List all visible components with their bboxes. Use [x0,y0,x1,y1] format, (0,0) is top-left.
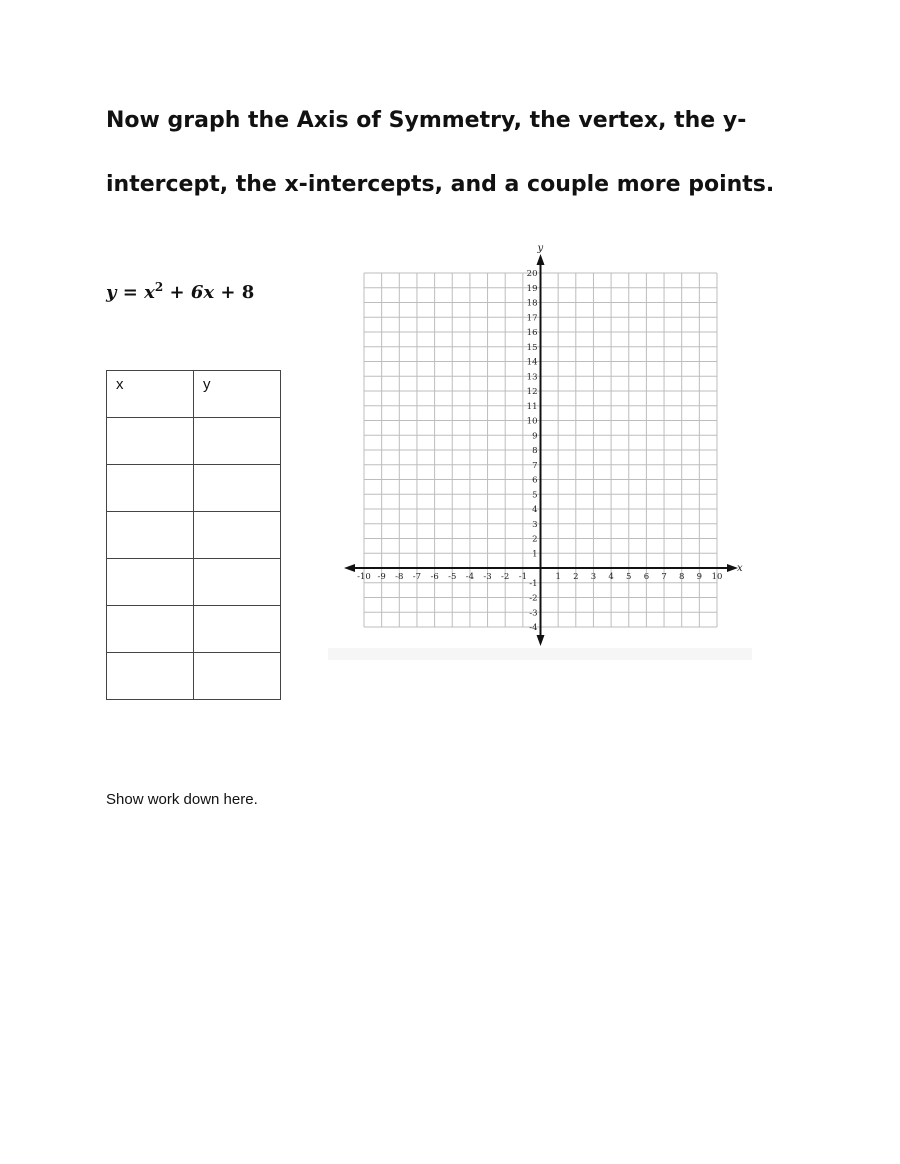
y-axis-label: y [537,243,544,254]
y-tick-label: -2 [529,593,538,604]
graph-shadow-strip [328,648,752,660]
y-tick-labels [527,269,538,633]
y-tick-label: 9 [532,431,538,442]
equation-plus-1: + [169,282,185,303]
table-row [107,465,281,512]
x-tick-label: 3 [590,572,597,582]
x-axis-label: x [737,563,743,574]
x-tick-label: 8 [678,572,685,582]
y-tick-label: 5 [532,490,538,501]
x-tick-label: -4 [465,572,475,582]
table-row [107,653,281,700]
instructions-heading-line-2: intercept, the x-intercepts, and a couple more points. [106,172,775,197]
y-tick-label: 17 [526,313,538,324]
equation [106,280,254,303]
y-tick-label: 13 [526,372,538,383]
table-cell-x[interactable] [107,559,194,606]
y-tick-label: 14 [526,357,538,368]
y-tick-label: 8 [532,446,538,456]
x-tick-label: -2 [501,572,510,582]
x-tick-label: 7 [661,572,667,582]
y-tick-label: -3 [529,608,538,619]
table-cell-x[interactable] [107,606,194,653]
x-tick-label: -6 [430,572,439,582]
table-cell-y[interactable] [194,465,281,512]
equation-equals: = [122,282,138,303]
y-tick-label: 19 [526,283,538,294]
y-tick-label: 16 [526,328,538,338]
x-tick-label: 6 [643,572,650,582]
y-tick-label: 10 [526,416,538,427]
x-tick-label: -1 [518,572,527,582]
instructions-heading-line-1: Now graph the Axis of Symmetry, the vertex, the y- [106,108,747,133]
y-tick-label: 4 [532,505,538,515]
table-cell-y[interactable] [194,653,281,700]
table-cell-x[interactable] [107,465,194,512]
y-tick-label: -4 [529,623,538,633]
x-tick-label: -7 [412,572,422,582]
x-tick-label: -10 [357,572,371,582]
x-tick-label: 5 [626,572,632,582]
x-tick-label: 10 [711,572,723,582]
table-cell-x[interactable] [107,418,194,465]
x-tick-label: 1 [555,572,561,582]
y-axis-arrow-up [537,254,545,265]
table-row [107,512,281,559]
equation-exponent: 2 [154,280,164,294]
y-tick-label: -1 [529,578,538,589]
equation-term-6x: 6x [190,282,215,303]
table-cell-y[interactable] [194,559,281,606]
x-tick-label: -5 [448,572,457,582]
equation-lhs: y [106,282,117,303]
y-tick-label: 20 [526,269,538,279]
table-header-y: y [194,371,281,418]
table-header-x: x [107,371,194,418]
y-axis-arrow-down [537,635,545,646]
table-row [107,418,281,465]
xy-table [106,370,281,700]
y-tick-label: 7 [532,460,538,471]
x-tick-label: 4 [608,572,614,582]
table-cell-x[interactable] [107,653,194,700]
y-tick-label: 15 [526,342,538,353]
y-tick-label: 6 [532,475,538,486]
y-tick-label: 1 [532,549,538,560]
y-tick-label: 2 [532,534,538,545]
table-cell-y[interactable] [194,512,281,559]
x-tick-label: 2 [573,572,579,582]
equation-constant: 8 [241,282,255,303]
y-tick-label: 12 [526,387,538,397]
equation-term-x-squared: $x^2$ [144,280,164,303]
equation-plus-2: + [220,282,236,303]
table-row [107,559,281,606]
table-header-row [107,371,281,418]
table-cell-y[interactable] [194,606,281,653]
x-axis-arrow-left [344,564,355,572]
x-tick-label: -8 [395,572,404,582]
table-cell-x[interactable] [107,512,194,559]
table-cell-y[interactable] [194,418,281,465]
x-tick-label: 9 [696,572,703,582]
y-tick-label: 11 [526,401,538,412]
y-tick-label: 3 [532,519,538,530]
show-work-note: Show work down here. [106,791,258,808]
x-tick-label: -9 [377,572,386,582]
x-tick-label: -3 [483,572,492,582]
coordinate-grid[interactable] [328,240,752,662]
table-row [107,606,281,653]
y-tick-label: 18 [526,298,538,309]
